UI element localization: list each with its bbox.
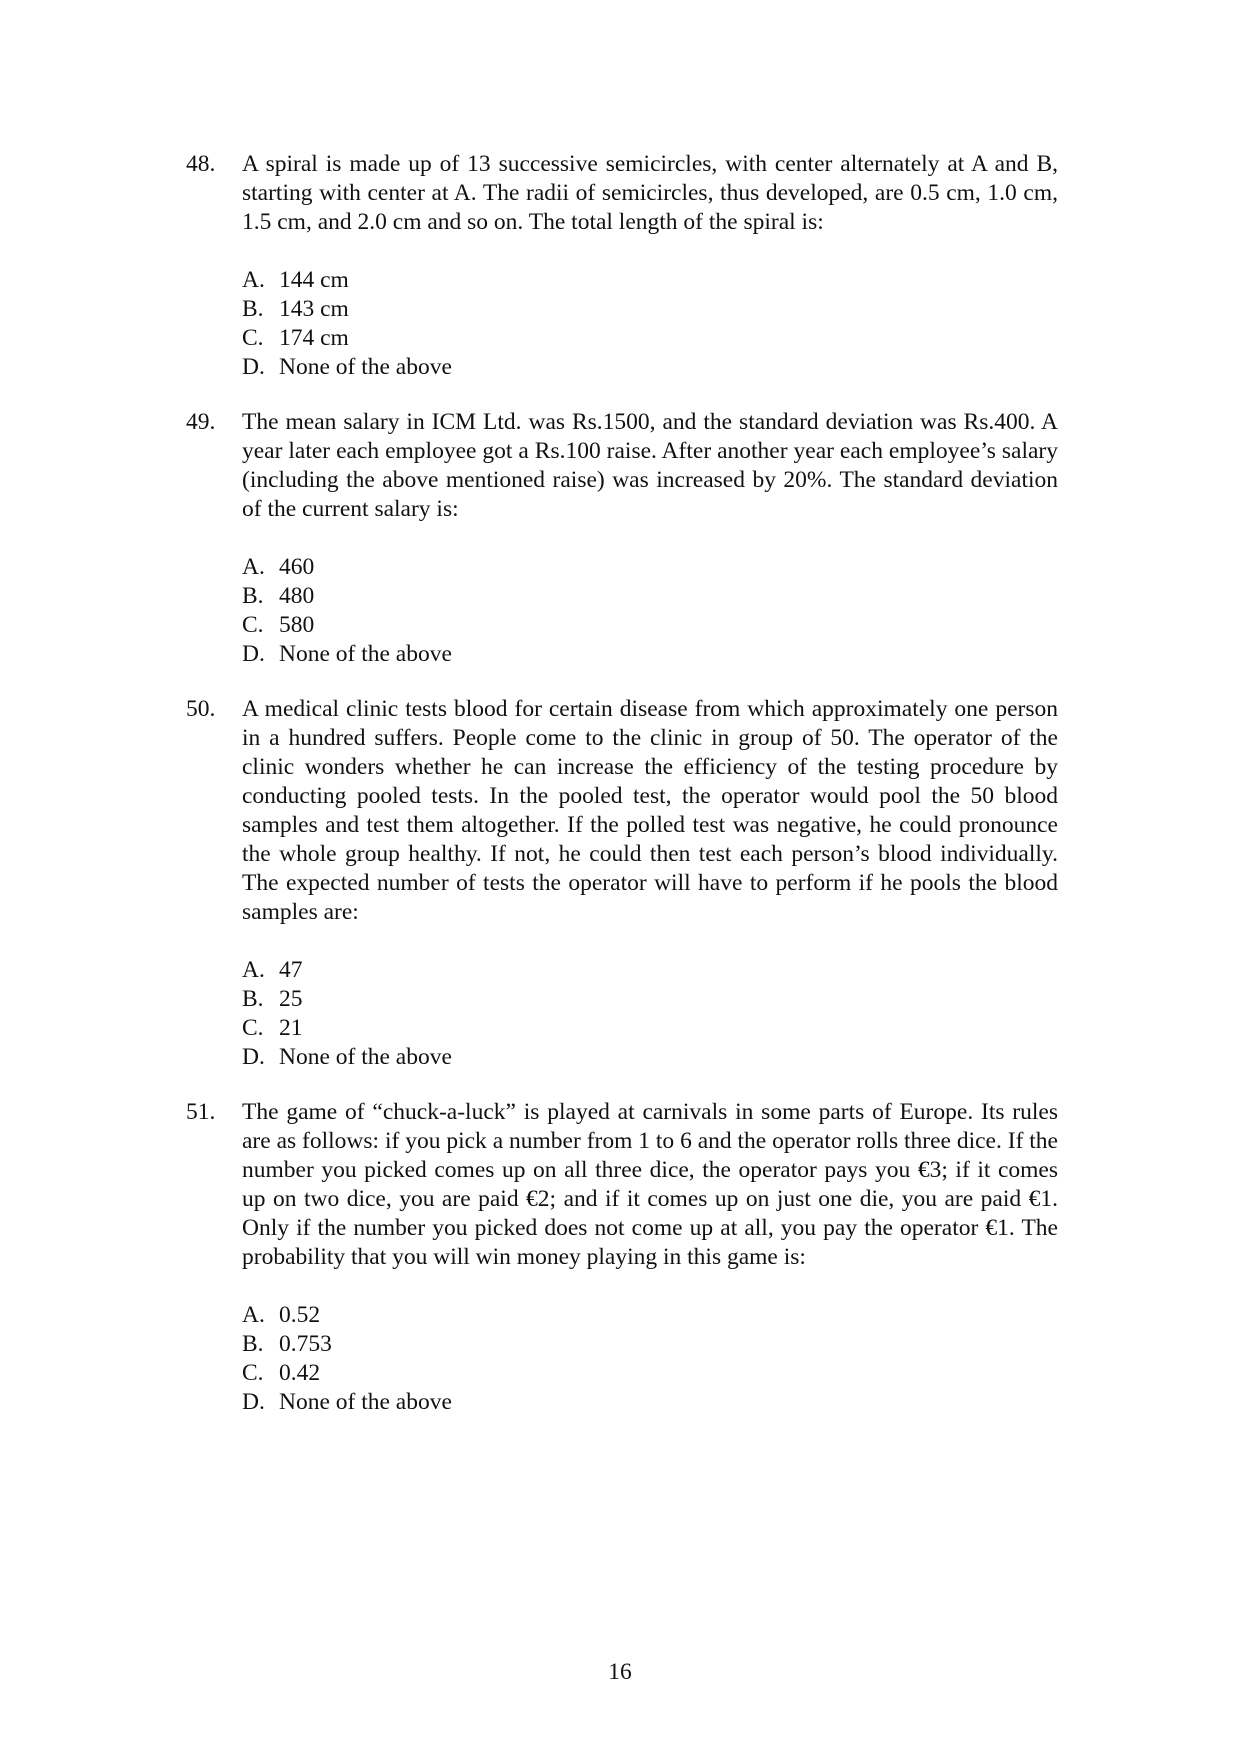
option-b (242, 985, 1058, 1014)
question-number: 49. (186, 409, 216, 435)
option-letter: A. (242, 554, 265, 580)
question-number: 48. (186, 151, 216, 177)
option-text: None of the above (279, 354, 452, 380)
option-a (242, 956, 1058, 985)
question-49 (186, 408, 1058, 693)
option-text: 21 (279, 1015, 303, 1041)
option-letter: A. (242, 267, 265, 293)
option-b (242, 582, 1058, 611)
option-letter: C. (242, 1015, 264, 1041)
option-text: 174 cm (279, 325, 349, 351)
answer-options (242, 553, 1058, 669)
option-text: 143 cm (279, 296, 349, 322)
option-text: 480 (279, 583, 315, 609)
option-letter: D. (242, 641, 265, 667)
option-text: 580 (279, 612, 315, 638)
option-text: 47 (279, 957, 303, 983)
option-text: None of the above (279, 1389, 452, 1415)
question-text: A medical clinic tests blood for certain disease from which approximately one person in a hundred suffers. People come to the clinic in group of 50. The operator of the clinic wonders whether he can increase the efficiency of the testing procedure by conducting pooled tests. In the pooled test, the operator would pool the 50 blood samples and test them altogether. If the polled test was negative, he could pronounce the whole group healthy. If not, he could then test each person’s blood individually. The expected number of tests the operator will have to perform if he pools the blood samples are: (242, 696, 1058, 925)
option-text: None of the above (279, 641, 452, 667)
option-letter: C. (242, 612, 264, 638)
option-letter: D. (242, 1044, 265, 1070)
option-c (242, 611, 1058, 640)
option-letter: C. (242, 325, 264, 351)
question-number: 51. (186, 1099, 216, 1125)
option-letter: C. (242, 1360, 264, 1386)
option-letter: A. (242, 1302, 265, 1328)
question-51 (186, 1098, 1058, 1441)
question-text: The game of “chuck-a-luck” is played at carnivals in some parts of Europe. Its rules are as follows: if you pick a number from 1 to 6 and the operator rolls three dice. If the number you picked comes up on all three dice, the operator pays you €3; if it comes up on two dice, you are paid €2; and if it comes up on just one die, you are paid €1. Only if the number you picked does not come up at all, you pay the operator €1. The probability that you will win money playing in this game is: (242, 1099, 1058, 1270)
option-text: 0.753 (279, 1331, 332, 1357)
option-c (242, 1014, 1058, 1043)
option-text: 0.52 (279, 1302, 321, 1328)
option-b (242, 1330, 1058, 1359)
option-d (242, 353, 1058, 382)
option-letter: D. (242, 354, 265, 380)
option-letter: B. (242, 1331, 264, 1357)
option-text: 144 cm (279, 267, 349, 293)
option-text: None of the above (279, 1044, 452, 1070)
option-b (242, 295, 1058, 324)
option-letter: B. (242, 986, 264, 1012)
option-letter: B. (242, 296, 264, 322)
option-d (242, 640, 1058, 669)
answer-options (242, 266, 1058, 382)
page-number: 16 (608, 1659, 632, 1685)
question-text: The mean salary in ICM Ltd. was Rs.1500, and the standard deviation was Rs.400. A year later each employee got a Rs.100 raise. After another year each employee’s salary (including the above mentioned raise) was increased by 20%. The standard deviation of the current salary is: (242, 409, 1058, 522)
question-text: A spiral is made up of 13 successive semicircles, with center alternately at A and B, starting with center at A. The radii of semicircles, thus developed, are 0.5 cm, 1.0 cm, 1.5 cm, and 2.0 cm and so on. The total length of the spiral is: (242, 151, 1058, 235)
option-a (242, 266, 1058, 295)
option-c (242, 324, 1058, 353)
option-letter: B. (242, 583, 264, 609)
option-letter: A. (242, 957, 265, 983)
option-text: 460 (279, 554, 315, 580)
option-text: 0.42 (279, 1360, 321, 1386)
option-a (242, 1301, 1058, 1330)
question-number: 50. (186, 696, 216, 722)
answer-options (242, 956, 1058, 1072)
question-48 (186, 150, 1058, 406)
option-d (242, 1043, 1058, 1072)
option-d (242, 1388, 1058, 1417)
option-c (242, 1359, 1058, 1388)
option-a (242, 553, 1058, 582)
question-50 (186, 695, 1058, 1096)
answer-options (242, 1301, 1058, 1417)
option-letter: D. (242, 1389, 265, 1415)
option-text: 25 (279, 986, 303, 1012)
